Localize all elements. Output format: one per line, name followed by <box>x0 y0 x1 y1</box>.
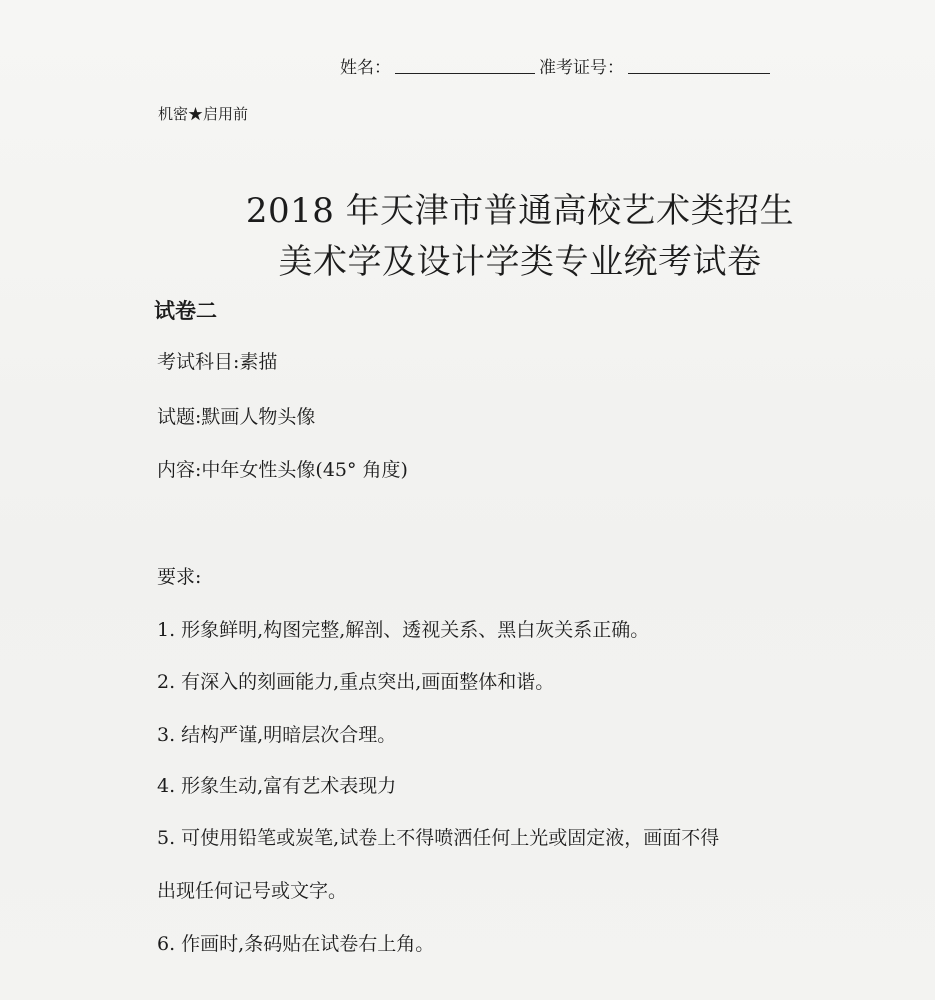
exam-id-label: 准考证号： <box>539 58 624 78</box>
exam-question: 试题:默画人物头像 <box>157 406 316 428</box>
requirement-item-continued: 出现任何记号或文字。 <box>157 880 348 902</box>
name-label: 姓名： <box>340 58 391 78</box>
requirement-item: 2. 有深入的刻画能力,重点突出,画面整体和谐。 <box>157 671 555 693</box>
requirement-item: 4. 形象生动,富有艺术表现力 <box>157 775 397 797</box>
requirement-item: 6. 作画时,条码贴在试卷右上角。 <box>157 933 435 955</box>
candidate-info-line <box>340 48 770 78</box>
requirements-title: 要求: <box>157 566 202 588</box>
exam-subject: 考试科目:素描 <box>157 351 278 373</box>
title-line-1: 2018 年天津市普通高校艺术类招生 <box>245 191 795 231</box>
requirement-item: 3. 结构严谨,明暗层次合理。 <box>157 724 397 746</box>
title-line-2: 美术学及设计学类专业统考试卷 <box>278 242 762 282</box>
requirement-item: 5. 可使用铅笔或炭笔,试卷上不得喷洒任何上光或固定液，画面不得 <box>157 827 720 849</box>
confidential-mark: 机密★启用前 <box>158 105 249 123</box>
paper-number: 试卷二 <box>154 298 217 323</box>
name-blank <box>395 72 535 74</box>
exam-id-blank <box>628 72 770 74</box>
requirement-item: 1. 形象鲜明,构图完整,解剖、透视关系、黑白灰关系正确。 <box>157 619 650 641</box>
exam-content: 内容:中年女性头像(45° 角度) <box>157 459 408 481</box>
